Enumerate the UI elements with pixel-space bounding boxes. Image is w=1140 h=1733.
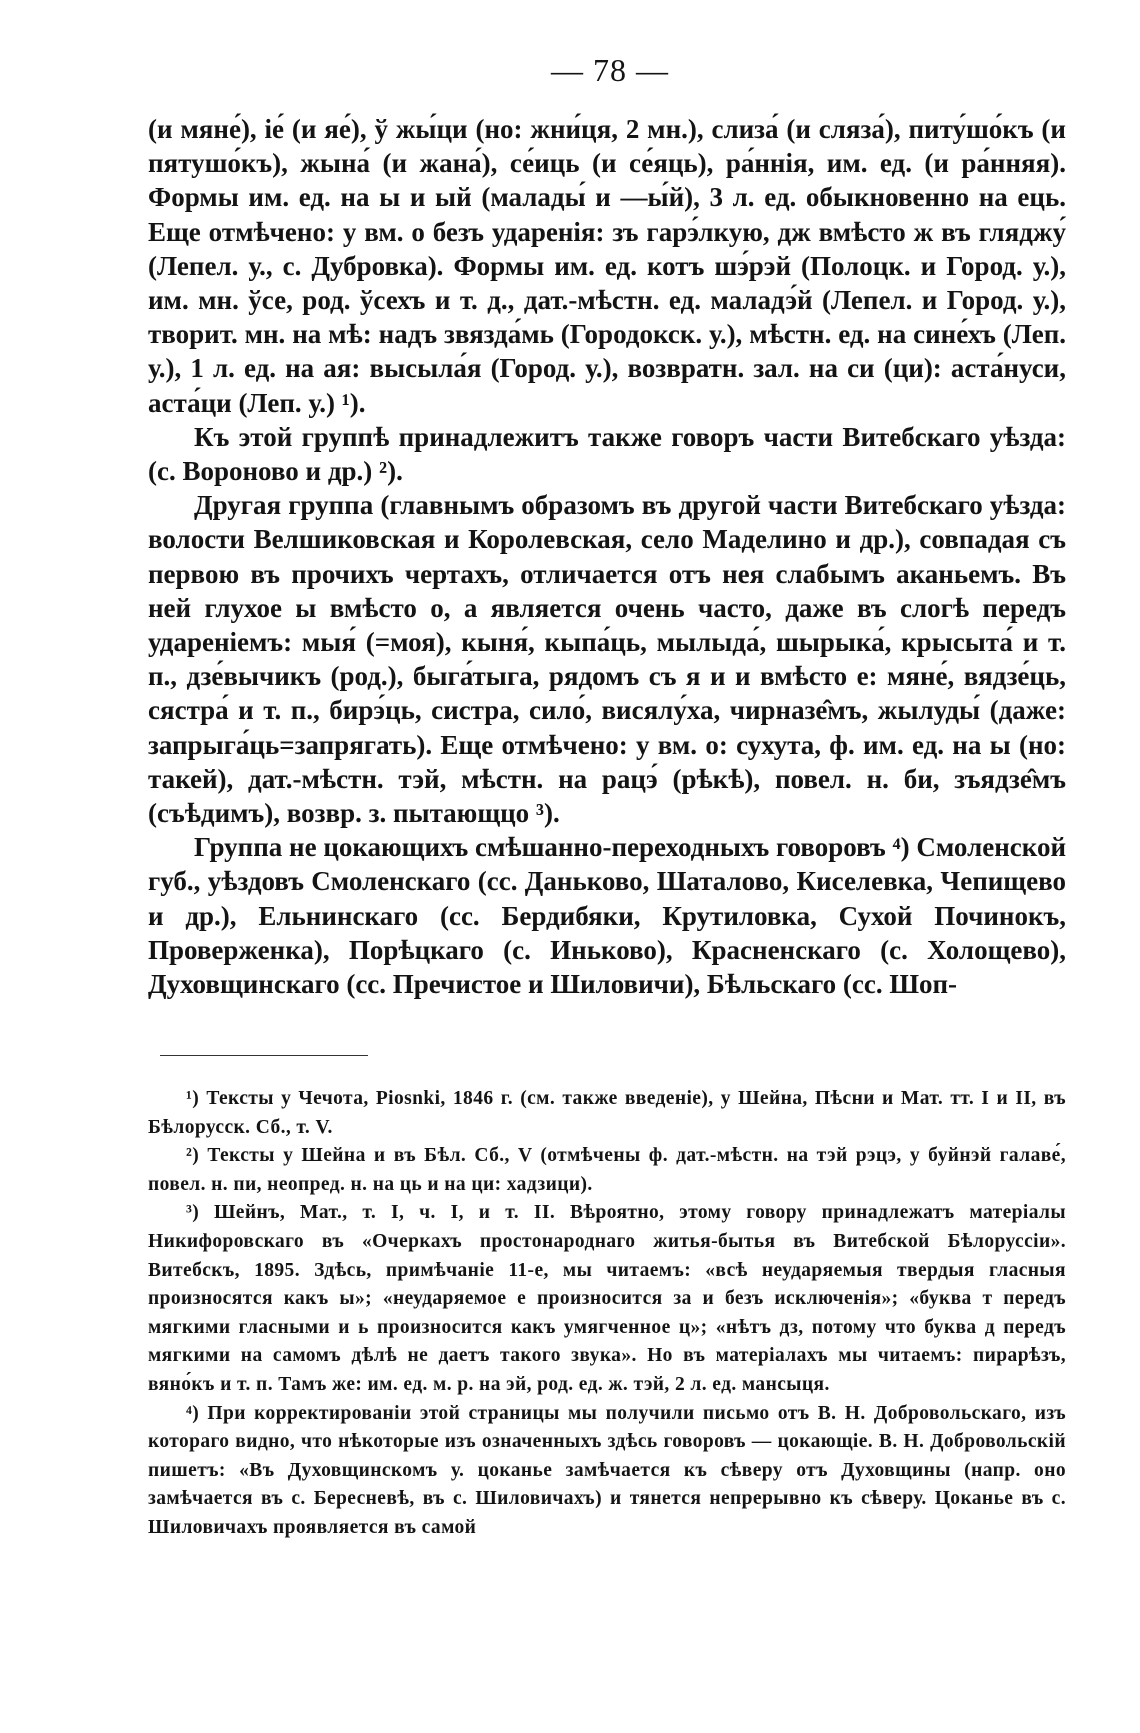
- footnote: ³) Шейнъ, Мат., т. I, ч. I, и т. II. Вѣроятно, этому говору принадлежатъ матеріалы Никифоровскаго въ «Очеркахъ простонароднаго житья-бытья въ Витебской Бѣлоруссіи». Витебскъ, 1895. Здѣсь, примѣчаніе 11-е, мы читаемъ: «всѣ неударяемыя твердыя гласныя произносятся какъ ы»; «неударяемое е произносится за и безъ исключенія»; «буква т передъ мягкими гласными и ь произносится какъ умягченное ц»; «нѣтъ дз, потому что буква д передъ мягкими на самомъ дѣлѣ не даетъ такого звука». Но въ матеріалахъ мы читаемъ: пирарѣзъ, вяно́къ и т. п. Тамъ же: им. ед. м. р. на эй, род. ед. ж. тэй, 2 л. ед. мансыця.: [148, 1202, 1066, 1395]
- paragraph: (и мяне́), іе́ (и яе́), ў жы́ци (но: жни́ця, 2 мн.), слиза́ (и сляза́), питу́шо́къ (и пятушо́къ), жына́ (и жана́), се́иць (и се́яць), ра́ннія, им. ед. (и ра́нняя). Формы им. ед. на ы и ый (малады́ и —ы́й), 3 л. ед. обыкновенно на ець. Еще отмѣчено: у вм. о безъ ударенія: зъ гарэ́лкую, дж вмѣсто ж въ гляджу́ (Лепел. у., с. Дубровка). Формы им. ед. котъ шэ́рэй (Полоцк. и Город. у.), им. мн. ўсе, род. ўсехъ и т. д., дат.-мѣстн. ед. маладэ́й (Лепел. и Город. у.), творит. мн. на мѣ: надъ звязда́мь (Городокск. у.), мѣстн. ед. на сине́хъ (Леп. у.), 1 л. ед. на ая: высыла́я (Город. у.), возвратн. зал. на си (ци): аста́нуси, аста́ци (Леп. у.) ¹).: [148, 114, 1066, 418]
- footnote: ⁴) При корректированіи этой страницы мы получили письмо отъ В. Н. Добровольскаго, изъ котораго видно, что нѣкоторые изъ означенныхъ здѣсь говоровъ — цокающіе. В. Н. Добровольскій пишетъ: «Въ Духовщинскомъ у. цоканье замѣчается къ сѣверу отъ Духовщины (напр. оно замѣчается въ с. Бересневѣ, въ с. Шиловичахъ) и тянется непрерывно къ сѣверу. Цоканье въ с. Шиловичахъ проявляется въ самой: [148, 1402, 1066, 1538]
- main-text: [148, 112, 1066, 1001]
- page-number: — 78 —: [551, 52, 669, 88]
- footnote: ²) Тексты у Шейна и въ Бѣл. Сб., V (отмѣчены ф. дат.-мѣстн. на тэй рэцэ, у буйнэй галаве́, повел. н. пи, неопред. н. на ць и на ци: хадзици).: [148, 1145, 1066, 1195]
- footnotes: [148, 1085, 1066, 1543]
- footnote-divider: [160, 1055, 368, 1056]
- footnote: ¹) Тексты у Чечота, Piosnki, 1846 г. (см. также введеніе), у Шейна, Пѣсни и Мат. тт. I и II, въ Бѣлорусск. Сб., т. V.: [148, 1088, 1066, 1138]
- paragraph: Группа не цокающихъ смѣшанно-переходныхъ говоровъ ⁴) Смоленской губ., уѣздовъ Смоленскаго (сс. Даньково, Шаталово, Киселевка, Чепищево и др.), Ельнинскаго (сс. Бердибяки, Крутиловка, Сухой Починокъ, Проверженка), Порѣцкаго (с. Иньково), Красненскаго (с. Холощево), Духовщинскаго (сс. Пречистое и Шиловичи), Бѣльскаго (сс. Шоп-: [148, 832, 1066, 1000]
- paragraph: Къ этой группѣ принадлежитъ также говоръ части Витебскаго уѣзда: (с. Вороново и др.) ²).: [148, 421, 1066, 487]
- paragraph: Другая группа (главнымъ образомъ въ другой части Витебскаго уѣзда: волости Велшиковская и Королевская, село Маделино и др.), совпадая съ первою въ прочихъ чертахъ, отличается отъ нея слабымъ аканьемъ. Въ ней глухое ы вмѣсто о, а является очень часто, даже въ слогѣ передъ удареніемъ: мыя́ (=моя), кыня́, кыпа́ць, мылыда́, шырыка́, крысыта́ и т. п., дзе́вычикъ (род.), быга́тыга, рядомъ съ я и и вмѣсто е: мяне́, вядзе́ць, сястра́ и т. п., бирэ́ць, систра, сило́, висялу́ха, чирназе̂мъ, жылуды́ (даже: запрыга́ць=запрягать). Еще отмѣчено: у вм. о: сухута, ф. им. ед. на ы (но: такей), дат.-мѣстн. тэй, мѣстн. на рацэ́ (рѣкѣ), повел. н. би, зъядзе̂мъ (съѣдимъ), возвр. з. пытающцо ³).: [148, 490, 1066, 829]
